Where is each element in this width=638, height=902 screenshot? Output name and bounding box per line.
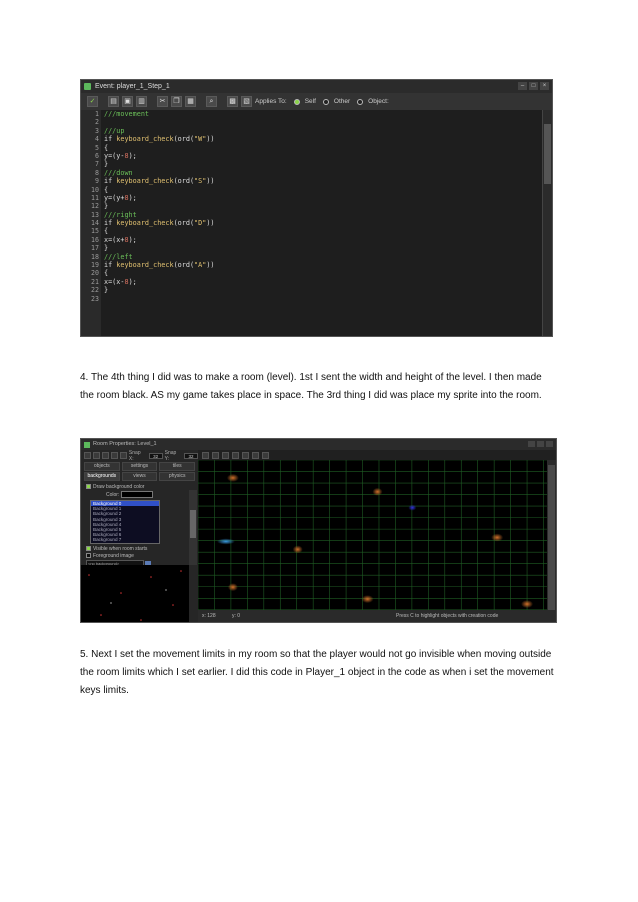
panel-scrollbar[interactable] <box>189 490 197 565</box>
code-line[interactable] <box>104 127 542 135</box>
code-token: keyboard_check <box>116 219 174 228</box>
background-select[interactable]: <no background> <box>86 560 144 567</box>
line-number: 2 <box>95 118 99 127</box>
background-list-item[interactable]: Background 3 <box>93 516 122 522</box>
grid-icon[interactable]: ▩ <box>227 96 238 107</box>
code-line[interactable] <box>104 295 542 303</box>
save-icon[interactable] <box>102 452 109 459</box>
code-token: if <box>104 177 117 186</box>
code-token: y=(y- <box>104 151 125 160</box>
code-line[interactable] <box>104 253 542 261</box>
app-icon <box>84 83 91 90</box>
planet-sprite[interactable] <box>227 474 239 482</box>
code-token: ///right <box>104 210 137 219</box>
code-line[interactable] <box>104 236 542 244</box>
line-number: 4 <box>95 135 99 144</box>
code-line[interactable] <box>104 227 542 235</box>
code-line[interactable] <box>104 169 542 177</box>
room-title-bar <box>81 439 556 450</box>
code-line[interactable] <box>104 160 542 168</box>
code-token: if <box>104 219 117 228</box>
room-title: Room Properties: Level_1 <box>93 441 157 447</box>
line-number: 15 <box>91 227 99 236</box>
code-token: (ord( <box>173 219 195 228</box>
code-token: "W" <box>194 135 207 144</box>
code-token: if <box>104 135 117 144</box>
snap-y-input[interactable]: 32 <box>184 453 198 459</box>
code-token: x=(x+ <box>104 235 125 244</box>
minimize-icon[interactable] <box>528 441 535 447</box>
code-text-area[interactable] <box>101 110 542 336</box>
applies-to-label: Applies To: <box>255 98 287 105</box>
code-token: } <box>104 160 109 169</box>
planet-sprite[interactable] <box>228 583 238 591</box>
arrow-right-icon[interactable] <box>212 452 219 459</box>
option-other[interactable]: Other <box>333 98 351 105</box>
draw-bg-color-checkbox[interactable] <box>86 484 91 489</box>
code-line[interactable] <box>104 118 542 126</box>
tab-tiles[interactable]: tiles <box>159 462 195 471</box>
tab-objects[interactable]: objects <box>84 462 120 471</box>
color-icon[interactable]: ▧ <box>241 96 252 107</box>
checkmark-icon[interactable] <box>84 452 91 459</box>
background-list-item[interactable]: Background 7 <box>93 537 122 543</box>
save-icon[interactable]: ▣ <box>122 96 133 107</box>
code-line[interactable] <box>104 194 542 202</box>
code-token: )) <box>206 177 215 186</box>
code-line[interactable] <box>104 278 542 286</box>
code-token: ///movement <box>104 110 150 118</box>
open-icon[interactable]: ▤ <box>108 96 119 107</box>
room-properties-panel <box>81 450 198 622</box>
paste-icon[interactable] <box>120 452 127 459</box>
code-token: x=(x- <box>104 277 125 286</box>
room-status-bar <box>198 610 556 622</box>
room-grid-canvas[interactable] <box>198 460 547 610</box>
code-token: y=(y+ <box>104 193 125 202</box>
undo-icon[interactable] <box>93 452 100 459</box>
code-token: { <box>104 185 109 194</box>
code-token: ///left <box>104 252 133 261</box>
tab-views[interactable]: views <box>122 472 158 481</box>
canvas-toolbar <box>198 450 556 460</box>
close-icon[interactable] <box>546 441 553 447</box>
background-list-item[interactable]: Background 6 <box>93 532 122 538</box>
foreground-label: Foreground image <box>93 552 134 559</box>
code-token: keyboard_check <box>116 177 174 186</box>
background-preview <box>81 565 189 623</box>
code-line[interactable] <box>104 286 542 294</box>
snap-x-input[interactable]: 32 <box>149 453 163 459</box>
code-token: 8 <box>124 151 129 160</box>
code-token: { <box>104 269 109 278</box>
line-number: 7 <box>95 160 99 169</box>
code-line[interactable] <box>104 110 542 118</box>
background-list-item[interactable]: Background 4 <box>93 521 122 527</box>
status-hint: Press C to highlight objects with creation code <box>396 613 499 619</box>
code-token: 8 <box>124 235 129 244</box>
room-tabs <box>81 461 198 482</box>
visible-label: Visible when room starts <box>93 545 148 552</box>
code-line[interactable] <box>104 244 542 252</box>
room-canvas-area <box>198 450 556 622</box>
editor-title: Event: player_1_Step_1 <box>95 83 170 90</box>
code-editor-screenshot <box>80 79 553 337</box>
code-token: { <box>104 143 109 152</box>
code-line[interactable] <box>104 186 542 194</box>
code-line[interactable] <box>104 219 542 227</box>
line-number: 12 <box>91 202 99 211</box>
arrow-left-icon[interactable] <box>202 452 209 459</box>
code-token: ///up <box>104 126 125 135</box>
grid-toggle-icon[interactable] <box>242 452 249 459</box>
code-token: ); <box>128 151 137 160</box>
paste-icon[interactable]: ▦ <box>185 96 196 107</box>
line-number: 22 <box>91 286 99 295</box>
code-line[interactable] <box>104 152 542 160</box>
tab-backgrounds[interactable]: backgrounds <box>84 472 120 481</box>
step-4-paragraph: 4. The 4th thing I did was to make a room (level). 1st I sent the width and height of the level. I then made the room black. AS my game takes place in space. The 3rd thing I did was place my sprite into the room. <box>80 372 542 401</box>
background-list-item[interactable]: Background 5 <box>93 526 122 532</box>
line-number: 9 <box>95 177 99 186</box>
foreground-checkbox[interactable] <box>86 553 91 558</box>
planet-sprite[interactable] <box>373 488 383 496</box>
close-icon[interactable]: × <box>540 82 549 90</box>
line-number: 21 <box>91 277 99 286</box>
step-5-paragraph: 5. Next I set the movement limits in my room so that the player would not go invisible when moving outside the room limits which I set earlier. I did this code in Player_1 object in the code as when i set the movement keys limits. <box>80 649 554 696</box>
minimize-icon[interactable]: – <box>518 82 527 90</box>
code-token: (ord( <box>173 261 195 270</box>
background-list-item[interactable]: Background 0 <box>91 501 159 506</box>
line-number: 16 <box>91 235 99 244</box>
code-line[interactable] <box>104 269 542 277</box>
planet-sprite[interactable] <box>293 545 303 553</box>
code-token: "D" <box>194 219 207 228</box>
line-number: 23 <box>91 294 99 303</box>
code-token: ); <box>128 277 137 286</box>
print-icon[interactable]: ▥ <box>136 96 147 107</box>
line-number: 5 <box>95 143 99 152</box>
line-number: 6 <box>95 151 99 160</box>
option-object[interactable]: Object: <box>368 98 389 105</box>
snap-y-label: Snap Y: <box>164 449 177 462</box>
delete-icon[interactable] <box>262 452 269 459</box>
room-editor-screenshot <box>80 438 557 623</box>
radio-object-icon[interactable] <box>357 99 363 105</box>
code-line[interactable] <box>104 261 542 269</box>
arrow-down-icon[interactable] <box>232 452 239 459</box>
code-token: 8 <box>124 193 129 202</box>
room-grid[interactable] <box>198 460 547 610</box>
code-token: if <box>104 261 117 270</box>
color-label: Color: <box>106 491 120 498</box>
editor-toolbar <box>81 93 552 110</box>
copy-icon[interactable]: ❐ <box>171 96 182 107</box>
code-line[interactable] <box>104 211 542 219</box>
line-number: 14 <box>91 219 99 228</box>
code-token: )) <box>206 261 215 270</box>
maximize-icon[interactable]: □ <box>529 82 538 90</box>
planet-sprite[interactable] <box>362 595 374 603</box>
background-list[interactable] <box>90 500 160 544</box>
code-line[interactable] <box>104 135 542 143</box>
line-number: 1 <box>95 110 99 118</box>
room-toolbar <box>81 450 198 461</box>
search-icon[interactable]: ⌕ <box>206 96 217 107</box>
status-y: y: 0 <box>232 613 241 619</box>
enemy-sprite[interactable] <box>408 505 416 511</box>
code-token: )) <box>206 219 215 228</box>
code-token: } <box>104 244 109 253</box>
line-number: 11 <box>91 193 99 202</box>
code-line[interactable] <box>104 202 542 210</box>
code-token: keyboard_check <box>116 135 174 144</box>
snap-x-label: Snap X: <box>128 449 141 462</box>
code-token: } <box>104 286 109 295</box>
code-line[interactable] <box>104 144 542 152</box>
code-token: (ord( <box>173 177 195 186</box>
color-swatch[interactable] <box>121 491 153 498</box>
code-token: 8 <box>124 277 129 286</box>
code-token: } <box>104 202 109 211</box>
code-token: )) <box>206 135 215 144</box>
code-token: keyboard_check <box>116 261 174 270</box>
line-number: 20 <box>91 269 99 278</box>
cut-icon[interactable] <box>111 452 118 459</box>
app-icon <box>84 442 90 448</box>
option-self[interactable]: Self <box>304 98 316 105</box>
planet-sprite[interactable] <box>491 534 503 542</box>
zoom-icon[interactable] <box>252 452 259 459</box>
visible-checkbox[interactable] <box>86 546 91 551</box>
status-x: x: 128 <box>202 613 216 619</box>
background-list-item[interactable]: Background 1 <box>93 506 122 512</box>
line-number: 13 <box>91 210 99 219</box>
maximize-icon[interactable] <box>537 441 544 447</box>
radio-other-icon[interactable] <box>323 99 329 105</box>
code-token: { <box>104 227 109 236</box>
code-token: ); <box>128 235 137 244</box>
editor-title-bar <box>81 80 552 93</box>
code-token: "S" <box>194 177 207 186</box>
code-line[interactable] <box>104 177 542 185</box>
player-sprite[interactable] <box>217 538 235 544</box>
line-number: 10 <box>91 185 99 194</box>
code-token: (ord( <box>173 135 195 144</box>
background-list-item[interactable]: Background 2 <box>93 511 122 517</box>
radio-self-icon[interactable] <box>294 99 300 105</box>
planet-sprite[interactable] <box>521 600 533 608</box>
line-number: 8 <box>95 168 99 177</box>
draw-bg-color-label: Draw background color <box>93 484 145 490</box>
code-token: ///down <box>104 168 133 177</box>
tab-physics[interactable]: physics <box>159 472 195 481</box>
tab-settings[interactable]: settings <box>122 462 158 471</box>
starfield-preview <box>81 565 189 623</box>
editor-scrollbar[interactable] <box>542 110 552 336</box>
line-number: 3 <box>95 126 99 135</box>
arrow-up-icon[interactable] <box>222 452 229 459</box>
line-number: 17 <box>91 244 99 253</box>
line-number: 19 <box>91 261 99 270</box>
line-number: 18 <box>91 252 99 261</box>
checkmark-icon[interactable]: ✓ <box>87 96 98 107</box>
cut-icon[interactable]: ✂ <box>157 96 168 107</box>
canvas-scrollbar[interactable] <box>547 460 556 610</box>
code-token: ); <box>128 193 137 202</box>
code-token: "A" <box>194 261 207 270</box>
line-number-gutter <box>81 110 101 336</box>
